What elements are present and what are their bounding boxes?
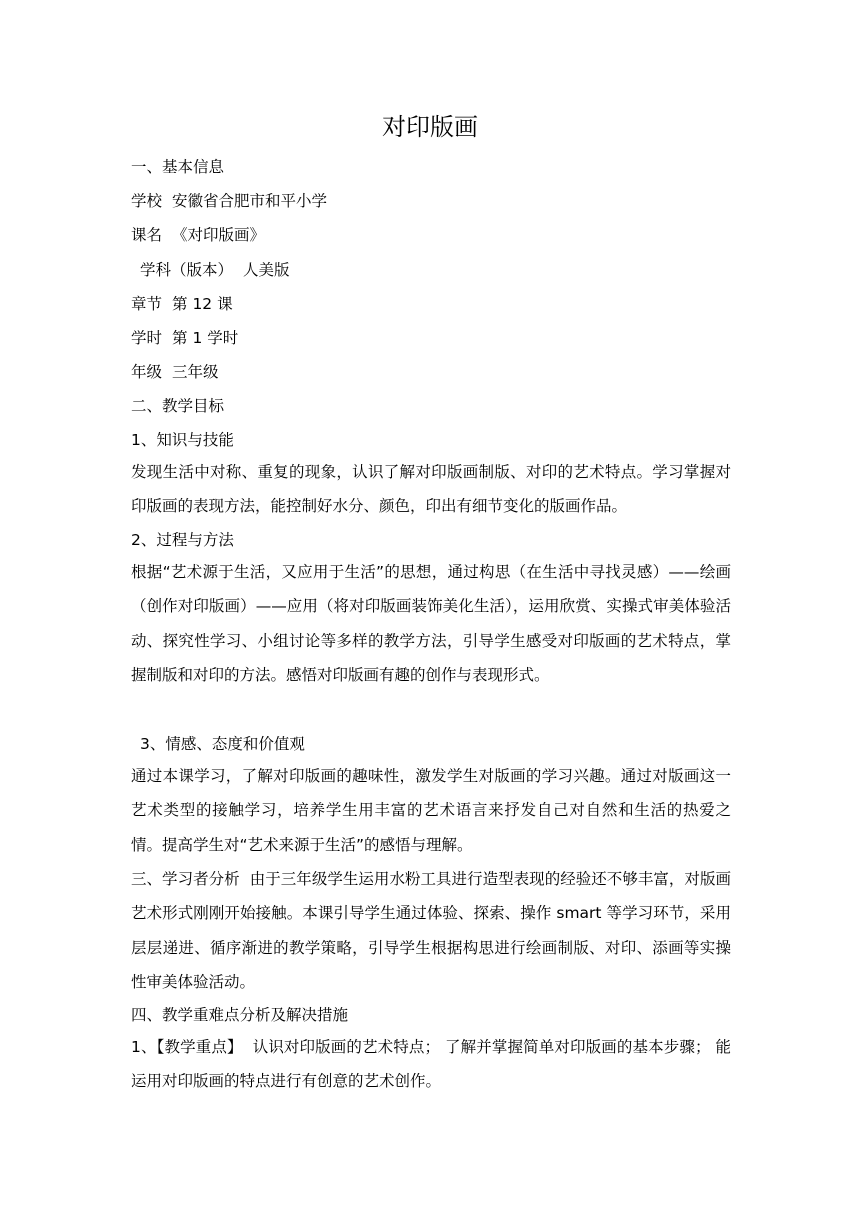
school-row — [131, 190, 327, 212]
section-heading-basic-info: 一、基本信息 — [131, 158, 225, 176]
section-heading-teaching-goals: 二、教学目标 — [131, 397, 225, 415]
school-label: 学校 — [131, 192, 163, 210]
goal-heading-process: 2、过程与方法 — [131, 531, 234, 549]
course-label: 课名 — [131, 226, 163, 244]
section-heading-learner-analysis: 三、学习者分析 — [131, 870, 240, 888]
grade-value: 三年级 — [172, 363, 219, 381]
goal-text-process: 根据“艺术源于生活，又应用于生活”的思想，通过构思（在生活中寻找灵感）——绘画（创作对印版画）——应用（将对印版画装饰美化生活），运用欣赏、实操式审美体验活动、探究性学习、小组讨论等多样的教学方法，引导学生感受对印版画的艺术特点，掌握制版和对印的方法。感悟对印版画有趣的创作与表现形式。 — [131, 563, 731, 684]
goal-heading-knowledge: 1、知识与技能 — [131, 431, 234, 449]
goal-text-knowledge: 发现生活中对称、重复的现象，认识了解对印版画制版、对印的艺术特点。学习掌握对印版画的表现方法，能控制好水分、颜色，印出有细节变化的版画作品。 — [131, 463, 731, 516]
course-value: 《对印版画》 — [172, 226, 266, 244]
key-point-label: 1、【教学重点】 — [131, 1038, 243, 1056]
period-value: 第 1 学时 — [172, 329, 239, 347]
grade-label: 年级 — [131, 363, 163, 381]
subject-row — [140, 259, 290, 281]
key-point-text: 认识对印版画的艺术特点； 了解并掌握简单对印版画的基本步骤； 能运用对印版画的特点进行有创意的艺术创作。 — [131, 1038, 731, 1091]
period-row — [131, 327, 238, 349]
document-title: 对印版画 — [382, 113, 478, 141]
learner-analysis-text: 由于三年级学生运用水粉工具进行造型表现的经验还不够丰富，对版画艺术形式刚刚开始接触。本课引导学生通过体验、探索、操作 smart 等学习环节，采用层层递进、循序渐进的教学策略，引导学生根据构思进行绘画制版、对印、添画等实操性审美体验活动。 — [131, 870, 731, 991]
course-row — [131, 224, 265, 246]
chapter-label: 章节 — [131, 295, 163, 313]
goal-heading-attitude: 3、情感、态度和价值观 — [140, 735, 305, 753]
learner-analysis-paragraph — [131, 862, 731, 999]
chapter-value: 第 12 课 — [172, 295, 233, 313]
subject-label: 学科（版本） — [140, 261, 234, 279]
grade-row — [131, 361, 219, 383]
key-point-paragraph — [131, 1030, 731, 1099]
school-value: 安徽省合肥市和平小学 — [172, 192, 328, 210]
period-label: 学时 — [131, 329, 163, 347]
subject-value: 人美版 — [243, 261, 290, 279]
goal-text-attitude: 通过本课学习，了解对印版画的趣味性，激发学生对版画的学习兴趣。通过对版画这一艺术类型的接触学习，培养学生用丰富的艺术语言来抒发自己对自然和生活的热爱之情。提高学生对“艺术来源于生活”的感悟与理解。 — [131, 767, 731, 854]
section-heading-key-points: 四、教学重难点分析及解决措施 — [131, 1006, 349, 1024]
chapter-row — [131, 293, 233, 315]
